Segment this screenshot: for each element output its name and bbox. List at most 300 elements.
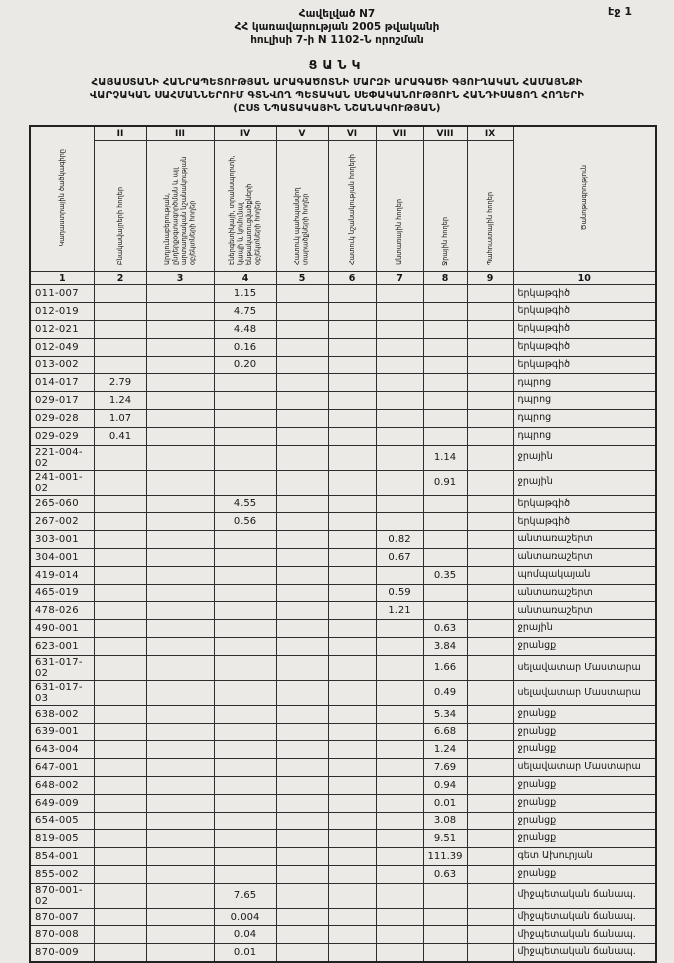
table-row (30, 392, 656, 410)
table-row (30, 830, 656, 848)
area-value-cell (423, 320, 467, 338)
area-value-cell (423, 374, 467, 392)
col-number-8: 8 (423, 272, 467, 285)
area-value-cell (376, 848, 423, 866)
col-number-4: 4 (214, 272, 276, 285)
cadastral-code-cell: 303-001 (30, 531, 94, 549)
area-value-cell (423, 513, 467, 531)
area-value-cell (328, 566, 376, 584)
cadastral-code-cell: 029-017 (30, 392, 94, 410)
area-value-cell (467, 392, 513, 410)
table-row (30, 531, 656, 549)
note-cell: դպրոց (513, 392, 656, 410)
cadastral-code-cell: 855-002 (30, 865, 94, 883)
land-table (29, 125, 657, 963)
note-cell: ջրանցք (513, 741, 656, 759)
area-value-cell: 0.56 (214, 513, 276, 531)
area-value-cell (328, 303, 376, 321)
area-value-cell (94, 883, 146, 908)
area-value-cell (423, 531, 467, 549)
area-value-cell (146, 445, 214, 470)
title-line-2: ՎԱՐՉԱԿԱՆ ՍԱՀՄԱՆՆԵՐՈՒՄ ԳՏՆՎՈՂ ՊԵՏԱԿԱՆ ՍԵՓԱԿԱՆՈՒԹՅՈՒՆ ՀԱՆԴԻՍԱՑՈՂ ՀՈՂԵՐԻ (89, 90, 585, 102)
area-value-cell (423, 926, 467, 944)
area-value-cell (376, 723, 423, 741)
area-value-cell (376, 495, 423, 513)
area-value-cell (214, 445, 276, 470)
col-number-6: 6 (328, 272, 376, 285)
area-value-cell (423, 392, 467, 410)
area-value-cell (214, 548, 276, 566)
code-column-header (30, 126, 94, 272)
area-value-cell (276, 356, 328, 374)
note-cell: պոմպակայան (513, 566, 656, 584)
area-value-cell (328, 637, 376, 655)
table-row (30, 303, 656, 321)
area-value-cell (276, 602, 328, 620)
table-row (30, 794, 656, 812)
area-value-cell (94, 865, 146, 883)
note-cell: երկաթգիծ (513, 495, 656, 513)
area-value-cell (376, 637, 423, 655)
area-value-cell: 0.94 (423, 776, 467, 794)
area-value-cell (328, 723, 376, 741)
note-cell: սելավատար Մաստարա (513, 655, 656, 680)
area-value-cell (328, 409, 376, 427)
column-header-special: Հատուկ նշանակության հողերի (328, 141, 376, 272)
area-value-cell (467, 320, 513, 338)
title-line-1: ՀԱՅԱՍՏԱՆԻ ՀԱՆՐԱՊԵՏՈՒԹՅԱՆ ԱՐԱԳԱԾՈՏՆԻ ՄԱՐԶԻ ԱՐԱԳԱԾԻ ԳՅՈՒՂԱԿԱՆ ՀԱՄԱՅՆՔԻ (91, 77, 583, 89)
cadastral-code-cell: 819-005 (30, 830, 94, 848)
area-value-cell (94, 356, 146, 374)
area-value-cell (376, 374, 423, 392)
area-value-cell (467, 865, 513, 883)
area-value-cell (467, 531, 513, 549)
area-value-cell (467, 566, 513, 584)
area-value-cell (376, 776, 423, 794)
note-cell: անտառաշերտ (513, 584, 656, 602)
cadastral-code-cell: 014-017 (30, 374, 94, 392)
table-row (30, 320, 656, 338)
area-value-cell (146, 944, 214, 962)
area-value-cell (328, 392, 376, 410)
area-value-cell (276, 584, 328, 602)
area-value-cell (214, 427, 276, 445)
table-row (30, 338, 656, 356)
area-value-cell (214, 759, 276, 777)
area-value-cell (376, 812, 423, 830)
area-value-cell (467, 926, 513, 944)
area-value-cell (214, 812, 276, 830)
area-value-cell (146, 548, 214, 566)
area-value-cell (276, 655, 328, 680)
roman-IV: IV (214, 126, 276, 141)
area-value-cell (146, 637, 214, 655)
column-number-row (30, 272, 656, 285)
area-value-cell (94, 723, 146, 741)
area-value-cell (467, 759, 513, 777)
area-value-cell (328, 883, 376, 908)
area-value-cell (376, 944, 423, 962)
cadastral-code-cell: 267-002 (30, 513, 94, 531)
area-value-cell (94, 830, 146, 848)
area-value-cell (146, 285, 214, 303)
area-value-cell (328, 356, 376, 374)
area-value-cell (467, 356, 513, 374)
area-value-cell (276, 723, 328, 741)
area-value-cell (94, 705, 146, 723)
roman-VII: VII (376, 126, 423, 141)
area-value-cell (467, 495, 513, 513)
area-value-cell (94, 655, 146, 680)
area-value-cell (214, 566, 276, 584)
area-value-cell (467, 584, 513, 602)
area-value-cell (146, 655, 214, 680)
area-value-cell (276, 865, 328, 883)
area-value-cell (214, 531, 276, 549)
note-cell: երկաթգիծ (513, 303, 656, 321)
page-number: էջ 1 (608, 5, 632, 18)
cadastral-code-cell: 870-008 (30, 926, 94, 944)
area-value-cell (94, 637, 146, 655)
area-value-cell (467, 374, 513, 392)
area-value-cell (276, 392, 328, 410)
cadastral-code-cell: 011-007 (30, 285, 94, 303)
area-value-cell (376, 338, 423, 356)
cadastral-code-cell: 265-060 (30, 495, 94, 513)
area-value-cell: 7.69 (423, 759, 467, 777)
cadastral-code-cell: 221-004-02 (30, 445, 94, 470)
area-value-cell (214, 680, 276, 705)
note-cell: միջպետական ճանապ. (513, 883, 656, 908)
area-value-cell (328, 812, 376, 830)
area-value-cell (376, 285, 423, 303)
area-value-cell: 9.51 (423, 830, 467, 848)
note-cell: ջրանցք (513, 812, 656, 830)
cadastral-code-cell: 012-019 (30, 303, 94, 321)
area-value-cell (146, 602, 214, 620)
area-value-cell (328, 705, 376, 723)
table-row (30, 445, 656, 470)
col-number-3: 3 (146, 272, 214, 285)
table-body (30, 285, 656, 962)
area-value-cell (376, 445, 423, 470)
area-value-cell: 0.67 (376, 548, 423, 566)
area-value-cell (328, 495, 376, 513)
area-value-cell (146, 513, 214, 531)
cadastral-code-cell: 241-001-02 (30, 470, 94, 495)
note-cell: երկաթգիծ (513, 285, 656, 303)
note-cell: երկաթգիծ (513, 513, 656, 531)
area-value-cell (328, 944, 376, 962)
area-value-cell (146, 470, 214, 495)
cadastral-code-cell: 854-001 (30, 848, 94, 866)
note-column-header-text: Ծանոթագրություն (579, 165, 588, 231)
area-value-cell (276, 320, 328, 338)
area-value-cell (328, 531, 376, 549)
area-value-cell (467, 285, 513, 303)
table-row (30, 602, 656, 620)
note-cell: ջրային (513, 445, 656, 470)
roman-numeral-row (30, 126, 656, 141)
area-value-cell (467, 741, 513, 759)
area-value-cell (467, 908, 513, 926)
area-value-cell (376, 620, 423, 638)
note-cell: ջրանցք (513, 865, 656, 883)
area-value-cell: 1.21 (376, 602, 423, 620)
area-value-cell (276, 830, 328, 848)
area-value-cell: 1.14 (423, 445, 467, 470)
area-value-cell: 1.66 (423, 655, 467, 680)
area-value-cell (276, 637, 328, 655)
area-value-cell (376, 655, 423, 680)
area-value-cell (94, 445, 146, 470)
area-value-cell (146, 705, 214, 723)
area-value-cell (214, 830, 276, 848)
appendix-header (0, 8, 674, 47)
area-value-cell (146, 759, 214, 777)
table-row (30, 566, 656, 584)
cadastral-code-cell: 649-009 (30, 794, 94, 812)
area-value-cell (467, 723, 513, 741)
area-value-cell (214, 620, 276, 638)
area-value-cell: 0.004 (214, 908, 276, 926)
area-value-cell (328, 848, 376, 866)
area-value-cell (328, 741, 376, 759)
area-value-cell (376, 320, 423, 338)
area-value-cell (276, 680, 328, 705)
col-number-2: 2 (94, 272, 146, 285)
area-value-cell (423, 944, 467, 962)
area-value-cell (146, 303, 214, 321)
area-value-cell (467, 812, 513, 830)
area-value-cell: 0.01 (214, 944, 276, 962)
area-value-cell (276, 926, 328, 944)
table-row (30, 548, 656, 566)
cadastral-code-cell: 012-049 (30, 338, 94, 356)
area-value-cell (423, 548, 467, 566)
table-row (30, 584, 656, 602)
area-value-cell (276, 741, 328, 759)
note-cell: անտառաշերտ (513, 602, 656, 620)
note-cell: միջպետական ճանապ. (513, 908, 656, 926)
area-value-cell (146, 409, 214, 427)
cadastral-code-cell: 490-001 (30, 620, 94, 638)
roman-IX: IX (467, 126, 513, 141)
area-value-cell (214, 848, 276, 866)
area-value-cell: 0.63 (423, 620, 467, 638)
title-line-3: (ԸՍՏ ՆՊԱՏԱԿԱՅԻՆ ՆՇԱՆԱԿՈՒԹՅԱՆ) (233, 103, 441, 115)
area-value-cell (276, 705, 328, 723)
table-row (30, 374, 656, 392)
area-value-cell (94, 620, 146, 638)
area-value-cell (146, 620, 214, 638)
area-value-cell (467, 655, 513, 680)
area-value-cell (94, 531, 146, 549)
area-value-cell (146, 584, 214, 602)
cadastral-code-cell: 643-004 (30, 741, 94, 759)
area-value-cell: 4.75 (214, 303, 276, 321)
roman-V: V (276, 126, 328, 141)
area-value-cell (328, 513, 376, 531)
area-value-cell (328, 374, 376, 392)
note-cell: անտառաշերտ (513, 531, 656, 549)
area-value-cell (467, 548, 513, 566)
column-header-settlement: Բնակավայրերի հողեր (94, 141, 146, 272)
area-value-cell (423, 303, 467, 321)
area-value-cell (328, 620, 376, 638)
area-value-cell (214, 602, 276, 620)
area-value-cell (423, 584, 467, 602)
area-value-cell (328, 445, 376, 470)
area-value-cell (276, 848, 328, 866)
area-value-cell: 111.39 (423, 848, 467, 866)
area-value-cell: 7.65 (214, 883, 276, 908)
area-value-cell (467, 848, 513, 866)
column-header-forest: Անտառային հողեր (376, 141, 423, 272)
area-value-cell (214, 776, 276, 794)
area-value-cell (94, 908, 146, 926)
area-value-cell (376, 427, 423, 445)
roman-VIII: VIII (423, 126, 467, 141)
area-value-cell (376, 705, 423, 723)
area-value-cell (214, 584, 276, 602)
table-row (30, 741, 656, 759)
area-value-cell (276, 445, 328, 470)
table-row (30, 865, 656, 883)
area-value-cell: 0.04 (214, 926, 276, 944)
area-value-cell (214, 374, 276, 392)
area-value-cell (423, 883, 467, 908)
area-value-cell (94, 926, 146, 944)
area-value-cell (328, 865, 376, 883)
cadastral-code-cell: 647-001 (30, 759, 94, 777)
table-row (30, 470, 656, 495)
area-value-cell (276, 495, 328, 513)
area-value-cell (276, 427, 328, 445)
area-value-cell (328, 320, 376, 338)
table-row (30, 285, 656, 303)
area-value-cell (276, 794, 328, 812)
area-value-cell (376, 680, 423, 705)
note-cell: սելավատար Մաստարա (513, 680, 656, 705)
area-value-cell (146, 680, 214, 705)
area-value-cell (467, 680, 513, 705)
area-value-cell (146, 374, 214, 392)
area-value-cell (94, 602, 146, 620)
area-value-cell (276, 409, 328, 427)
area-value-cell (276, 285, 328, 303)
note-cell: ջրային (513, 620, 656, 638)
area-value-cell: 0.41 (94, 427, 146, 445)
area-value-cell (146, 848, 214, 866)
column-header-water: Ջրային հողեր (423, 141, 467, 272)
area-value-cell (146, 812, 214, 830)
area-value-cell (94, 320, 146, 338)
area-value-cell (276, 548, 328, 566)
area-value-cell (276, 620, 328, 638)
note-cell: միջպետական ճանապ. (513, 944, 656, 962)
area-value-cell (423, 427, 467, 445)
table-row (30, 409, 656, 427)
area-value-cell (328, 584, 376, 602)
area-value-cell (94, 584, 146, 602)
area-value-cell (146, 320, 214, 338)
area-value-cell (276, 812, 328, 830)
cadastral-code-cell: 012-021 (30, 320, 94, 338)
area-value-cell: 5.34 (423, 705, 467, 723)
area-value-cell (467, 944, 513, 962)
cadastral-code-cell: 639-001 (30, 723, 94, 741)
area-value-cell (376, 908, 423, 926)
area-value-cell (276, 303, 328, 321)
cadastral-code-cell: 648-002 (30, 776, 94, 794)
cadastral-code-cell: 465-019 (30, 584, 94, 602)
area-value-cell (467, 637, 513, 655)
area-value-cell (328, 285, 376, 303)
area-value-cell (214, 637, 276, 655)
area-value-cell (214, 470, 276, 495)
note-cell: երկաթգիծ (513, 320, 656, 338)
area-value-cell: 6.68 (423, 723, 467, 741)
column-header-protected: Հատուկ պահպանվող տարածքների հողեր (276, 141, 328, 272)
area-value-cell (94, 759, 146, 777)
area-value-cell: 0.01 (423, 794, 467, 812)
area-value-cell (94, 944, 146, 962)
col-number-10: 10 (513, 272, 656, 285)
area-value-cell (146, 723, 214, 741)
area-value-cell: 1.15 (214, 285, 276, 303)
list-heading: ՑԱՆԿ (308, 57, 366, 73)
area-value-cell: 2.79 (94, 374, 146, 392)
cadastral-code-cell: 478-026 (30, 602, 94, 620)
cadastral-code-cell: 013-002 (30, 356, 94, 374)
area-value-cell (94, 680, 146, 705)
area-value-cell (146, 392, 214, 410)
area-value-cell (328, 908, 376, 926)
cadastral-code-cell: 029-028 (30, 409, 94, 427)
cadastral-code-cell: 654-005 (30, 812, 94, 830)
area-value-cell (146, 531, 214, 549)
area-value-cell (467, 602, 513, 620)
note-cell: սելավատար Մաստարա (513, 759, 656, 777)
area-value-cell (214, 705, 276, 723)
table-row (30, 356, 656, 374)
area-value-cell (146, 908, 214, 926)
area-value-cell (146, 776, 214, 794)
column-header-industry: Արդյունաբերության, ընդերքօգտագործման և այլ արտադրական նշանակության օբյեկտների հողեր (146, 141, 214, 272)
area-value-cell (328, 794, 376, 812)
area-value-cell (328, 680, 376, 705)
cadastral-code-cell: 870-007 (30, 908, 94, 926)
area-value-cell (376, 741, 423, 759)
table-row (30, 655, 656, 680)
decree-line-1: ՀՀ կառավարության 2005 թվականի (234, 21, 440, 34)
area-value-cell (146, 356, 214, 374)
table-row (30, 513, 656, 531)
table-row (30, 427, 656, 445)
area-value-cell (467, 883, 513, 908)
area-value-cell (146, 883, 214, 908)
area-value-cell (467, 794, 513, 812)
area-value-cell (276, 513, 328, 531)
area-value-cell (146, 741, 214, 759)
table-row (30, 705, 656, 723)
area-value-cell (376, 303, 423, 321)
area-value-cell (376, 794, 423, 812)
table-row (30, 812, 656, 830)
area-value-cell (328, 338, 376, 356)
area-value-cell (423, 409, 467, 427)
